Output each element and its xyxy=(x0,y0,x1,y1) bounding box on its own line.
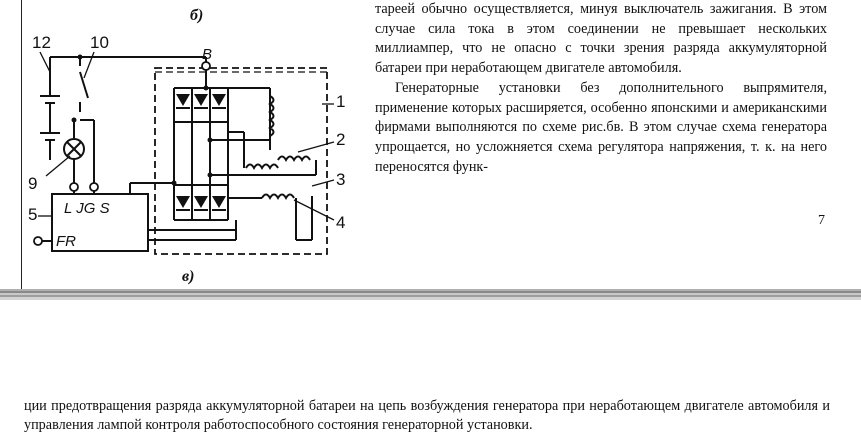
figure-label-v: в) xyxy=(182,268,195,285)
page-number: 7 xyxy=(818,213,825,228)
fr-terminal-label: FR xyxy=(56,233,76,250)
callout-4: 4 xyxy=(336,213,346,232)
right-text-column xyxy=(375,0,827,177)
callout-1: 1 xyxy=(336,92,346,111)
paragraph-1: тареей обычно осуществляется, минуя выключатель зажигания. В этом случае сила тока в этом соединении не превышает нескольких миллиампер, что не опасно с точки зрения разряда аккумуляторной батареи при неработающем двигателе автомобиля. xyxy=(375,1,827,77)
regulator-pin-labels: L JG S xyxy=(64,200,110,217)
generator-circuit-diagram xyxy=(22,0,362,289)
callout-5-regulator: 5 xyxy=(28,205,38,224)
continuation-paragraph: ции предотвращения разряда аккумуляторной батареи на цепь возбуждения генератора при неработающем двигателе автомобиля и управления лампой контроля работоспособного состояния генераторной установки. xyxy=(24,398,830,433)
callout-2: 2 xyxy=(336,130,346,149)
callout-10-switch: 10 xyxy=(90,33,109,52)
callout-9-lamp: 9 xyxy=(28,174,38,193)
figure-label-b: б) xyxy=(190,7,204,24)
page-break-divider xyxy=(0,289,861,300)
callout-12-battery: 12 xyxy=(32,33,51,52)
callout-b-terminal: B xyxy=(202,46,213,63)
callout-3: 3 xyxy=(336,170,346,189)
paragraph-2: Генераторные установки без дополнительного выпрямителя, применение которых расширяется, особенно японскими и американскими фирмами выполняются по схеме рис.бв. В этом случае схема генератора упрощается, но усложняется схема регулятора напряжения, т. к. на него переносятся функ- xyxy=(375,79,827,175)
next-page-text xyxy=(24,397,830,435)
